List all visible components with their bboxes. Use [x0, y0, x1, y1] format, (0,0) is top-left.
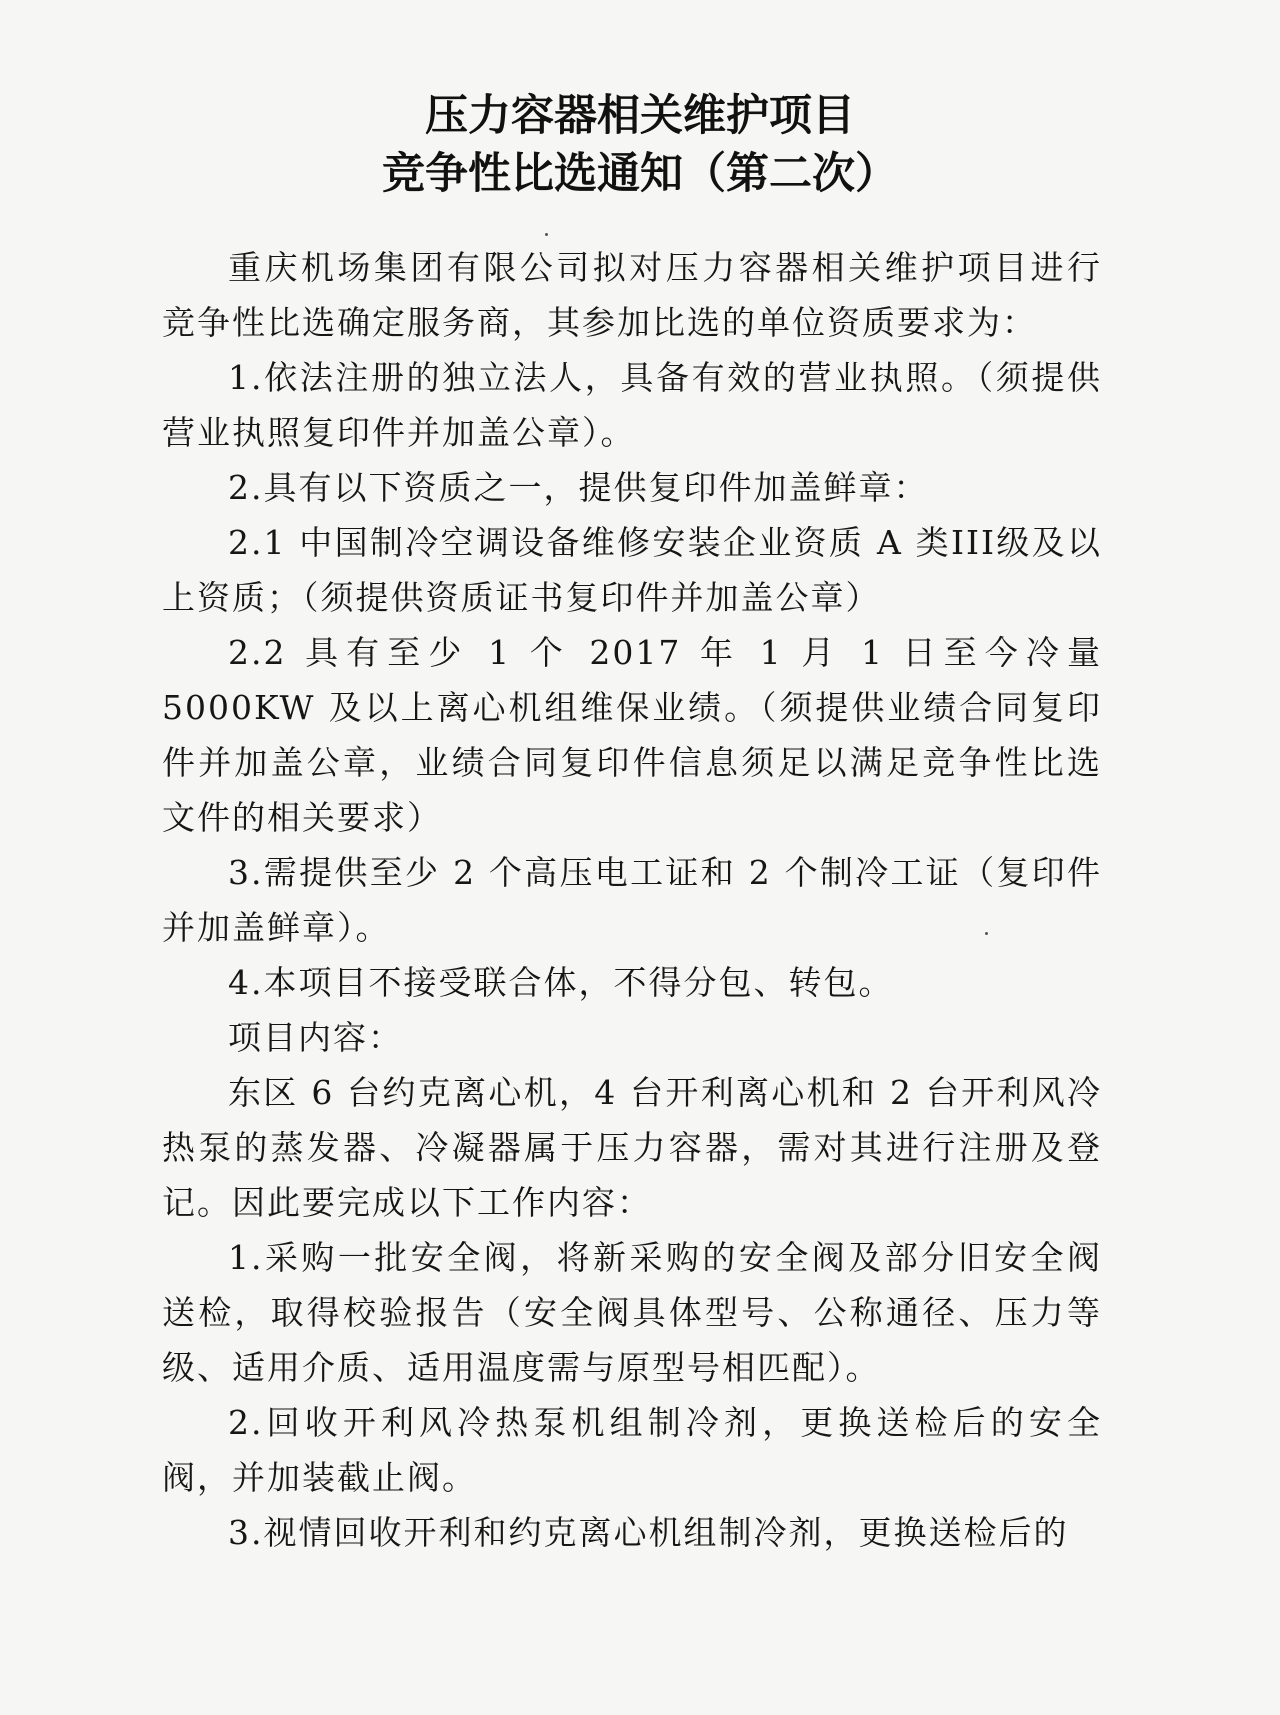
paragraph-project-scope: 东区 6 台约克离心机，4 台开利离心机和 2 台开利风冷热泵的蒸发器、冷凝器属于压力容器，需对其进行注册及登记。因此要完成以下工作内容： [162, 1073, 1102, 1222]
scan-speck [985, 932, 988, 935]
paragraph-requirement-1: 1.依法注册的独立法人，具备有效的营业执照。（须提供营业执照复印件并加盖公章）。 [162, 358, 1102, 452]
paragraph-requirement-2-1: 2.1 中国制冷空调设备维修安装企业资质 A 类III级及以上资质；（须提供资质证书复印件并加盖公章） [162, 523, 1102, 617]
paragraph-requirement-2: 2.具有以下资质之一，提供复印件加盖鲜章： [228, 468, 929, 507]
paragraph-task-1: 1.采购一批安全阀，将新采购的安全阀及部分旧安全阀送检，取得校验报告（安全阀具体型号、公称通径、压力等级、适用介质、适用温度需与原型号相匹配）。 [162, 1238, 1102, 1387]
paragraph-requirement-2-2: 2.2 具有至少 1 个 2017 年 1 月 1 日至今冷量 5000KW 及以上离心机组维保业绩。（须提供业绩合同复印件并加盖公章，业绩合同复印件信息须足以满足竞争性比选文件的相关要求） [162, 633, 1102, 837]
paragraph-task-3: 3.视情回收开利和约克离心机组制冷剂，更换送检后的 [228, 1513, 1069, 1552]
paragraph-project-content-heading: 项目内容： [228, 1018, 403, 1057]
document-title-line1: 压力容器相关维护项目 [425, 91, 855, 141]
paragraph-task-2: 2.回收开利风冷热泵机组制冷剂，更换送检后的安全阀，并加装截止阀。 [162, 1403, 1102, 1497]
document-body [162, 240, 1102, 1560]
paragraph-intro: 重庆机场集团有限公司拟对压力容器相关维护项目进行竞争性比选确定服务商，其参加比选的单位资质要求为： [162, 248, 1102, 342]
paragraph-requirement-3: 3.需提供至少 2 个高压电工证和 2 个制冷工证（复印件并加盖鲜章）。 [162, 853, 1102, 947]
scan-speck [545, 233, 548, 236]
document-title-line2: 竞争性比选通知（第二次） [382, 149, 898, 199]
paragraph-requirement-4: 4.本项目不接受联合体，不得分包、转包。 [228, 963, 894, 1002]
